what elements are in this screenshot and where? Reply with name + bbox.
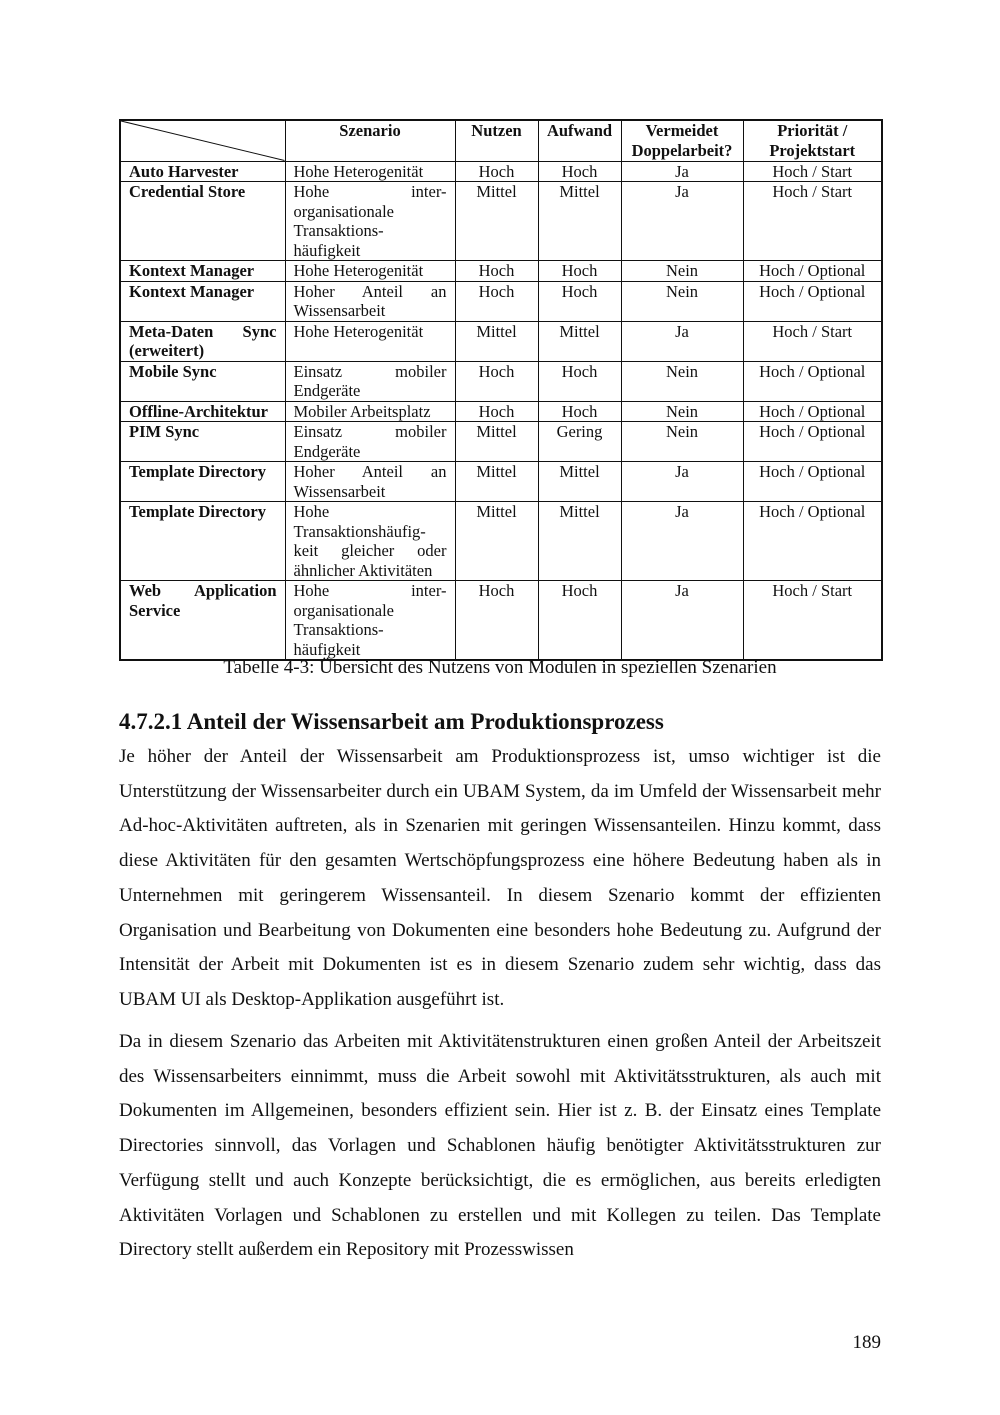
scenario-cell: Hohe inter-organisationale Transaktions-häufigkeit xyxy=(285,581,455,661)
effort-cell: Mittel xyxy=(538,502,621,581)
scenario-cell: Hohe Transaktionshäufig-keit gleicher oder ähnlicher Aktivitäten xyxy=(285,502,455,581)
scenario-cell: Einsatz mobiler Endgeräte xyxy=(285,422,455,462)
module-cell: PIM Sync xyxy=(120,422,285,462)
avoids-duplicate-cell: Ja xyxy=(621,462,743,502)
table-row xyxy=(120,161,882,182)
module-cell: Kontext Manager xyxy=(120,281,285,321)
benefit-cell: Mittel xyxy=(455,182,538,261)
avoids-duplicate-cell: Nein xyxy=(621,422,743,462)
table-row xyxy=(120,182,882,261)
benefit-cell: Hoch xyxy=(455,161,538,182)
module-cell: Mobile Sync xyxy=(120,361,285,401)
paragraph-2: Da in diesem Szenario das Arbeiten mit Aktivitätenstrukturen einen großen Anteil der Arbeitszeit des Wissensarbeiters einnimmt, muss die Arbeit sowohl mit Aktivitätsstrukturen, als auch mit Dokumenten im Allgemeinen, besonders effizient sein. Hier ist z. B. der Einsatz eines Template Directories sinnvoll, das Vorlagen und Schablonen häufig benötigter Aktivitätsstrukturen zur Verfügung stellt und auch Konzepte berücksichtigt, die es ermöglichen, aus bereits erledigten Aktivitäten Vorlagen und Schablonen zu erstellen und mit Kollegen zu teilen. Das Template Directory stellt außerdem ein Repository mit Prozesswissen xyxy=(119,1031,881,1261)
avoids-duplicate-cell: Ja xyxy=(621,161,743,182)
module-cell: Credential Store xyxy=(120,182,285,261)
module-cell: Kontext Manager xyxy=(120,261,285,282)
module-cell: Web Application Service xyxy=(120,581,285,661)
table-row xyxy=(120,502,882,581)
effort-cell: Hoch xyxy=(538,281,621,321)
effort-cell: Hoch xyxy=(538,261,621,282)
table-row xyxy=(120,361,882,401)
benefit-cell: Hoch xyxy=(455,281,538,321)
benefit-cell: Hoch xyxy=(455,581,538,661)
effort-cell: Mittel xyxy=(538,321,621,361)
priority-cell: Hoch / Start xyxy=(743,321,882,361)
table-caption: Tabelle 4-3: Übersicht des Nutzens von Modulen in speziellen Szenarien xyxy=(223,657,777,678)
header-benefit: Nutzen xyxy=(455,120,538,161)
table-row xyxy=(120,581,882,661)
header-corner-cell xyxy=(120,120,285,161)
benefit-cell: Hoch xyxy=(455,361,538,401)
effort-cell: Mittel xyxy=(538,182,621,261)
scenario-cell: Hohe Heterogenität xyxy=(285,261,455,282)
effort-cell: Hoch xyxy=(538,581,621,661)
priority-cell: Hoch / Optional xyxy=(743,361,882,401)
scenario-cell: Hoher Anteil an Wissensarbeit xyxy=(285,462,455,502)
priority-cell: Hoch / Optional xyxy=(743,422,882,462)
effort-cell: Mittel xyxy=(538,462,621,502)
effort-cell: Hoch xyxy=(538,401,621,422)
scenario-cell: Hohe Heterogenität xyxy=(285,321,455,361)
benefit-cell: Mittel xyxy=(455,462,538,502)
priority-cell: Hoch / Start xyxy=(743,161,882,182)
module-overview-table xyxy=(119,119,883,661)
section-heading: 4.7.2.1 Anteil der Wissensarbeit am Produktionsprozess xyxy=(119,709,664,734)
header-effort: Aufwand xyxy=(538,120,621,161)
priority-cell: Hoch / Optional xyxy=(743,401,882,422)
benefit-cell: Mittel xyxy=(455,321,538,361)
priority-cell: Hoch / Optional xyxy=(743,502,882,581)
avoids-duplicate-cell: Ja xyxy=(621,581,743,661)
avoids-duplicate-cell: Ja xyxy=(621,321,743,361)
benefit-cell: Hoch xyxy=(455,401,538,422)
priority-cell: Hoch / Start xyxy=(743,581,882,661)
page-number: 189 xyxy=(852,1332,881,1353)
priority-cell: Hoch / Optional xyxy=(743,261,882,282)
scenario-cell: Hohe inter-organisationale Transaktions-häufigkeit xyxy=(285,182,455,261)
benefit-cell: Mittel xyxy=(455,502,538,581)
priority-cell: Hoch / Optional xyxy=(743,281,882,321)
table-row xyxy=(120,321,882,361)
scenario-cell: Hohe Heterogenität xyxy=(285,161,455,182)
table-body xyxy=(120,161,882,660)
effort-cell: Gering xyxy=(538,422,621,462)
scenario-cell: Einsatz mobiler Endgeräte xyxy=(285,361,455,401)
table-row xyxy=(120,462,882,502)
benefit-cell: Mittel xyxy=(455,422,538,462)
avoids-duplicate-cell: Nein xyxy=(621,361,743,401)
avoids-duplicate-cell: Ja xyxy=(621,502,743,581)
avoids-duplicate-cell: Nein xyxy=(621,261,743,282)
priority-cell: Hoch / Start xyxy=(743,182,882,261)
paragraph-1: Je höher der Anteil der Wissensarbeit am Produktionsprozess ist, umso wichtiger ist die Unterstützung der Wissensarbeiter durch ein UBAM System, da im Umfeld der Wissensarbeit mehr Ad-hoc-Aktivitäten auftreten, als in Szenarien mit geringen Wissensanteilen. Hinzu kommt, dass diese Aktivitäten für den gesamten Wertschöpfungsprozess eine höhere Bedeutung haben als in Unternehmen mit geringerem Wissensanteil. In diesem Szenario kommt der effizienten Organisation und Bearbeitung von Dokumenten eine besonders hohe Bedeutung zu. Aufgrund der Intensität der Arbeit mit Dokumenten ist es in diesem Szenario zudem sehr wichtig, dass das UBAM UI als Desktop-Applikation ausgeführt ist. xyxy=(119,746,881,1010)
table-row xyxy=(120,401,882,422)
header-priority: Priorität / Projektstart xyxy=(743,120,882,161)
table-row xyxy=(120,261,882,282)
avoids-duplicate-cell: Nein xyxy=(621,281,743,321)
avoids-duplicate-cell: Ja xyxy=(621,182,743,261)
header-avoids-duplicate: Vermeidet Doppelarbeit? xyxy=(621,120,743,161)
diagonal-line xyxy=(121,121,285,161)
priority-cell: Hoch / Optional xyxy=(743,462,882,502)
module-cell: Auto Harvester xyxy=(120,161,285,182)
avoids-duplicate-cell: Nein xyxy=(621,401,743,422)
table-row xyxy=(120,422,882,462)
module-cell: Offline-Architektur xyxy=(120,401,285,422)
benefit-cell: Hoch xyxy=(455,261,538,282)
table-row xyxy=(120,281,882,321)
module-cell: Meta-Daten Sync (erweitert) xyxy=(120,321,285,361)
module-cell: Template Directory xyxy=(120,502,285,581)
scenario-cell: Hoher Anteil an Wissensarbeit xyxy=(285,281,455,321)
module-cell: Template Directory xyxy=(120,462,285,502)
table-header-row xyxy=(120,120,882,161)
effort-cell: Hoch xyxy=(538,161,621,182)
effort-cell: Hoch xyxy=(538,361,621,401)
header-scenario: Szenario xyxy=(285,120,455,161)
scenario-cell: Mobiler Arbeitsplatz xyxy=(285,401,455,422)
